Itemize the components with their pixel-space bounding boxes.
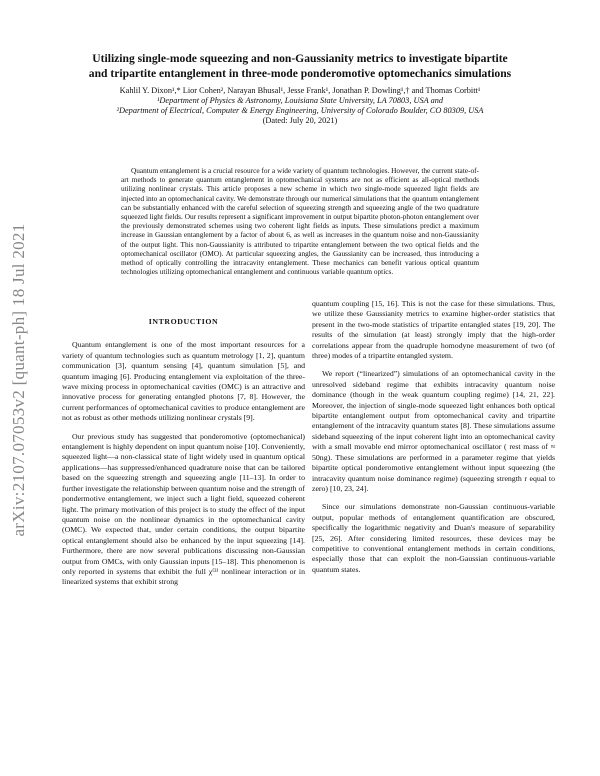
paper-title [62, 51, 538, 81]
arxiv-identifier: arXiv:2107.07053v2 [quant-ph] 18 Jul 2021 [9, 223, 28, 537]
paragraph: Quantum entanglement is one of the most important resources for a variety of quantum technologies such as quantum metrology [1, 2], quantum communication [3], quantum sensing [4], quantum simulation [5], and quantum imaging [6]. Producing entanglement via exploitation of the three-wave mixing process in optomechanical cavities (OMC) is an attractive and innovative process for generating entangled photons [7, 8]. However, the current performances of optomechanical cavities to produce entanglement are not as robust as other methods utilizing nonlinear crystals [9]. [62, 340, 305, 423]
left-column [62, 307, 305, 588]
right-column [312, 299, 555, 575]
arxiv-sidebar [4, 180, 34, 580]
title-line-2: and tripartite entanglement in three-mode ponderomotive optomechanics simulations [88, 67, 512, 80]
paragraph: quantum coupling [15, 16]. This is not the case for these simulations. Thus, we utilize these Gaussianity metrics to examine higher-order statistics that present in the two-mode statistics of tripartite entangled states [19, 20]. The results of the simulation (at least) strongly imply that the high-order correlations appear from the quadruple homodyne measurement of two (of three) modes of a tripartite entangled system. [312, 299, 555, 361]
affiliation-1: ¹Department of Physics & Astronomy, Louisiana State University, LA 70803, USA and [156, 96, 444, 105]
section-heading-introduction: INTRODUCTION [148, 317, 219, 326]
date-line: (Dated: July 20, 2021) [262, 116, 338, 125]
abstract: Quantum entanglement is a crucial resource for a wide variety of quantum technologies. However, the current state-of-art methods to generate quantum entanglement in optomechanical systems are not as efficient as all-optical methods utilizing nonlinear crystals. This article proposes a new scheme in which two single-mode squeezed light fields are injected into an optomechanical cavity. We demonstrate through our numerical simulations that the quantum entanglement can be substantially enhanced with the careful selection of squeezing strength and squeezing angle of the two quadrature squeezed light fields. Our results represent a significant improvement in output bipartite photon-photon entanglement over the previously demonstrated schemes using two coherent light fields as inputs. These simulations predict a maximum increase in Gaussian entanglement by a factor of about 6, as well as increases in the quantum noise and non-Gaussianity of the output light. This non-Gaussianity is attributed to tripartite entanglement between the two optical fields and the optomechanical oscillator (OMO). At particular squeezing angles, the Gaussianity can be increased, thus introducing a method of optically controlling the intracavity entanglement. These mechanics can benefit various optical quantum technologies utilizing optomechanical entanglement and continuous variable quantum optics. [121, 166, 479, 277]
author-list: Kahlil Y. Dixon¹,* Lior Cohen², Narayan Bhusal¹, Jesse Frank¹, Jonathan P. Dowling¹,† and Thomas Corbitt¹ [119, 86, 481, 95]
author-block [62, 86, 538, 126]
title-line-1: Utilizing single-mode squeezing and non-Gaussianity metrics to investigate bipartite [92, 52, 508, 65]
paragraph: Since our simulations demonstrate non-Gaussian continuous-variable output, popular methods of entanglement quantification are obscured, specifically the logarithmic negativity and Duan's measure of separability [25, 26]. After considering limited resources, these devices may be competitive to conventional entanglement methods in certain conditions, especially those that can exploit the non-Gaussian continuous-variable quantum states. [312, 502, 555, 574]
paragraph: We report (“linearized”) simulations of an optomechanical cavity in the unresolved sideband regime that exhibits intracavity quantum noise dominance (though in the weak quantum coupling regime) [14, 21, 22]. Moreover, the injection of single-mode squeezed light enhances both optical bipartite entanglement output from optomechanical cavity and tripartite entanglement of the intracavity quantum states [8]. These simulations assume sideband squeezing of the input coherent light into an optomechanical cavity with a small movable end mirror optomechanical oscillator ( rest mass of ≈ 50ng). These simulations are performed in a parameter regime that yields bipartite optical ponderomotive entanglement without input squeezing (the intracavity quantum noise dominance regime) (squeezing strength r equal to zero) [10, 23, 24]. [312, 369, 555, 493]
paragraph: Our previous study has suggested that ponderomotive (optomechanical) entanglement is highly dependent on input quantum noise [10]. Conveniently, squeezed light—a non-classical state of light widely used in quantum optical applications—has suppressed/enhanced quadrature noise that can be tailored based on the squeezing strength and squeezing angle [11–13]. In order to further investigate the relationship between quantum noise and the strength of pondermotive entanglement, we inject such a light field, squeezed coherent light. The primary motivation of this project is to study the effect of the input quantum noise on the nonlinear dynamics in the optomechanical cavity (OMC). We expected that, under certain conditions, the output bipartite optical entanglement should also be enhanced by the input squeezing [14]. Furthermore, there are now several publications discussing non-Gaussian output from OMCs, with only Gaussian inputs [15–18]. This phenomenon is only reported in systems that exhibit the full χ⁽³⁾ nonlinear interaction or in linearized systems that exhibit strong [62, 431, 305, 587]
affiliation-2: ²Department of Electrical, Computer & Energy Engineering, University of Colorado Boulder, CO 80309, USA [116, 106, 484, 115]
